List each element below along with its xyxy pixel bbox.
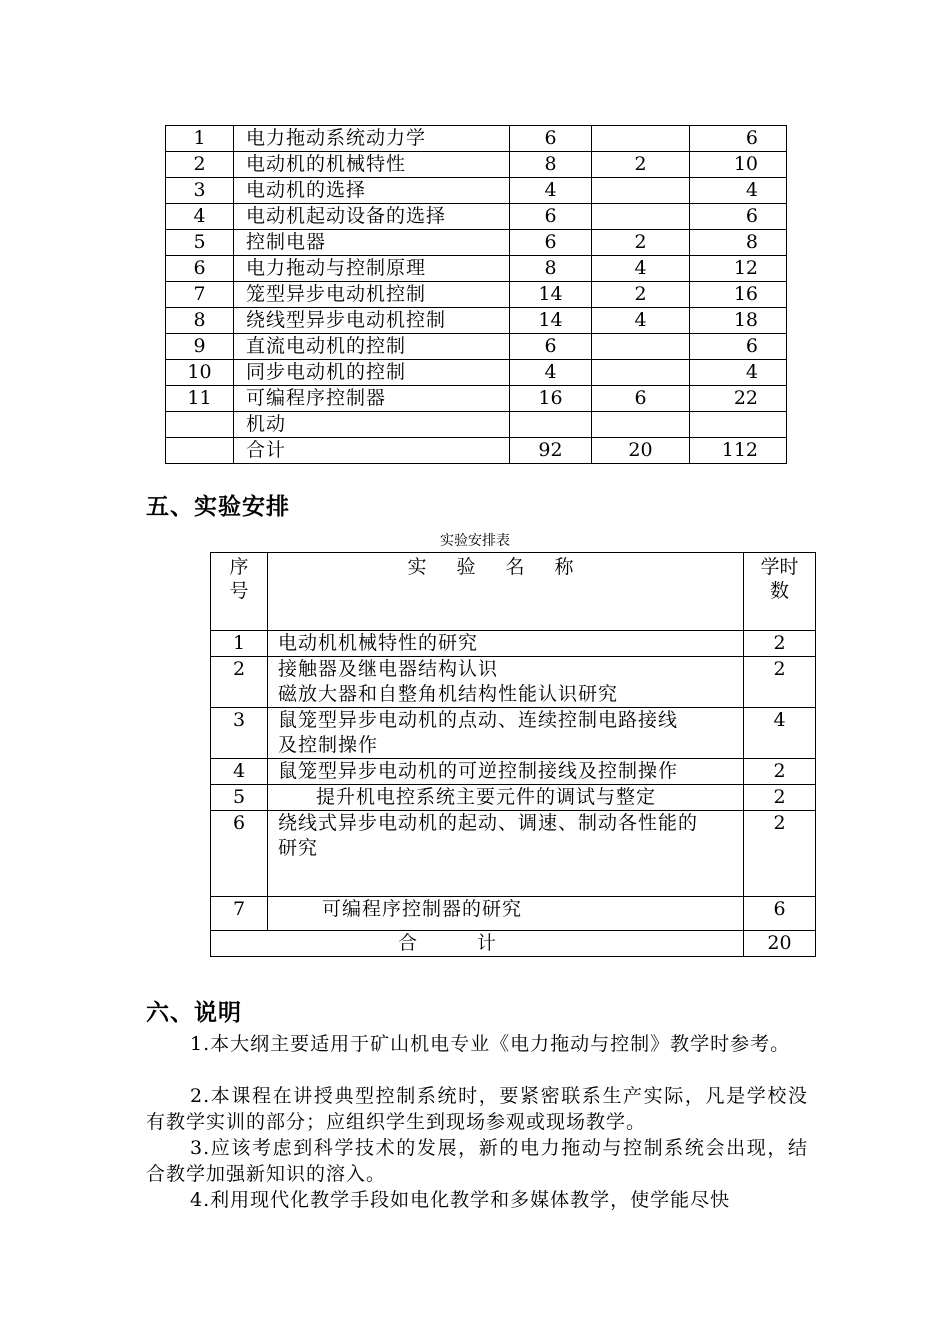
row-hours-b: 2 bbox=[592, 282, 690, 308]
note-text-2: 2.本课程在讲授典型控制系统时，要紧密联系生产实际，凡是学校没有教学实训的部分；应组织学生到现场参观或现场教学。 bbox=[146, 1085, 808, 1133]
row-number: 9 bbox=[166, 334, 234, 360]
header-hours-line1: 学时 bbox=[760, 556, 799, 578]
experiment-hours: 2 bbox=[744, 811, 816, 897]
row-total: 4 bbox=[690, 360, 787, 386]
experiment-name-line: 电动机机械特性的研究 bbox=[278, 632, 479, 654]
row-hours-a: 8 bbox=[510, 152, 592, 178]
experiment-hours: 2 bbox=[744, 785, 816, 811]
row-number: 8 bbox=[166, 308, 234, 334]
experiment-name-line: 可编程序控制器的研究 bbox=[322, 898, 523, 920]
note-text-4: 4.利用现代化教学手段如电化教学和多媒体教学，使学能尽快 bbox=[190, 1189, 731, 1211]
row-hours-a: 92 bbox=[510, 438, 592, 464]
table-row bbox=[166, 230, 787, 256]
table-row bbox=[166, 438, 787, 464]
row-number: 2 bbox=[166, 152, 234, 178]
row-total bbox=[690, 412, 787, 438]
header-no bbox=[211, 553, 268, 631]
row-number: 1 bbox=[166, 126, 234, 152]
note-paragraph-2 bbox=[146, 1083, 808, 1135]
row-hours-a: 6 bbox=[510, 126, 592, 152]
header-no-line1: 序 bbox=[229, 556, 249, 578]
row-number: 5 bbox=[166, 230, 234, 256]
row-hours-b bbox=[592, 412, 690, 438]
row-number: 6 bbox=[166, 256, 234, 282]
row-number bbox=[166, 412, 234, 438]
experiment-hours: 2 bbox=[744, 657, 816, 708]
table-row bbox=[166, 256, 787, 282]
experiment-name bbox=[268, 631, 744, 657]
row-number: 7 bbox=[166, 282, 234, 308]
experiment-hours: 2 bbox=[744, 631, 816, 657]
row-hours-a: 14 bbox=[510, 282, 592, 308]
note-text-3: 3.应该考虑到科学技术的发展，新的电力拖动与控制系统会出现，结合教学加强新知识的溶入。 bbox=[146, 1137, 808, 1185]
table-row bbox=[211, 785, 816, 811]
row-name: 机动 bbox=[234, 412, 510, 438]
table-row bbox=[166, 334, 787, 360]
row-hours-a: 16 bbox=[510, 386, 592, 412]
row-hours-a: 4 bbox=[510, 178, 592, 204]
row-hours-b bbox=[592, 126, 690, 152]
row-hours-b: 2 bbox=[592, 230, 690, 256]
row-hours-b: 20 bbox=[592, 438, 690, 464]
experiment-number: 7 bbox=[211, 897, 268, 931]
row-name: 合计 bbox=[234, 438, 510, 464]
row-name: 电动机的机械特性 bbox=[234, 152, 510, 178]
experiment-number: 6 bbox=[211, 811, 268, 897]
row-total: 6 bbox=[690, 334, 787, 360]
row-hours-a: 6 bbox=[510, 334, 592, 360]
experiment-name-line: 提升机电控系统主要元件的调试与整定 bbox=[316, 786, 657, 808]
table-row bbox=[211, 631, 816, 657]
table-row bbox=[211, 759, 816, 785]
row-hours-a: 6 bbox=[510, 230, 592, 256]
row-number: 3 bbox=[166, 178, 234, 204]
row-hours-b bbox=[592, 360, 690, 386]
table-caption: 实验安排表 bbox=[440, 533, 510, 549]
row-name: 绕线型异步电动机控制 bbox=[234, 308, 510, 334]
header-title: 实验名称 bbox=[268, 553, 744, 631]
table-row bbox=[166, 178, 787, 204]
table-row bbox=[211, 708, 816, 759]
row-name: 可编程序控制器 bbox=[234, 386, 510, 412]
experiment-name-line: 鼠笼型异步电动机的可逆控制接线及控制操作 bbox=[278, 760, 679, 782]
row-hours-b: 4 bbox=[592, 308, 690, 334]
table-row bbox=[166, 360, 787, 386]
row-hours-b bbox=[592, 204, 690, 230]
row-hours-b: 6 bbox=[592, 386, 690, 412]
row-hours-a: 6 bbox=[510, 204, 592, 230]
table-row bbox=[166, 282, 787, 308]
course-hours-table bbox=[165, 125, 787, 464]
experiment-name-line: 鼠笼型异步电动机的点动、连续控制电路接线 bbox=[278, 709, 679, 731]
table-row bbox=[211, 897, 816, 931]
row-name: 电力拖动系统动力学 bbox=[234, 126, 510, 152]
experiment-name bbox=[268, 785, 744, 811]
experiment-number: 2 bbox=[211, 657, 268, 708]
total-row bbox=[211, 931, 816, 957]
section-heading-notes: 六、说明 bbox=[146, 1000, 242, 1026]
experiment-name-line: 及控制操作 bbox=[278, 734, 379, 756]
table-row bbox=[166, 308, 787, 334]
note-paragraph-3 bbox=[146, 1135, 808, 1187]
row-name: 笼型异步电动机控制 bbox=[234, 282, 510, 308]
total-label: 合计 bbox=[211, 931, 744, 957]
row-hours-a: 8 bbox=[510, 256, 592, 282]
experiment-name-line: 接触器及继电器结构认识 bbox=[278, 658, 499, 680]
row-hours-b bbox=[592, 178, 690, 204]
table-row bbox=[166, 204, 787, 230]
note-paragraph-1 bbox=[146, 1031, 808, 1057]
row-total: 12 bbox=[690, 256, 787, 282]
row-hours-b bbox=[592, 334, 690, 360]
row-hours-b: 2 bbox=[592, 152, 690, 178]
row-number bbox=[166, 438, 234, 464]
experiment-name bbox=[268, 708, 744, 759]
row-name: 控制电器 bbox=[234, 230, 510, 256]
row-name: 直流电动机的控制 bbox=[234, 334, 510, 360]
table-row bbox=[166, 412, 787, 438]
experiment-name-line: 磁放大器和自整角机结构性能认识研究 bbox=[278, 683, 619, 705]
experiment-hours: 4 bbox=[744, 708, 816, 759]
table-row bbox=[211, 657, 816, 708]
row-total: 22 bbox=[690, 386, 787, 412]
experiment-hours: 2 bbox=[744, 759, 816, 785]
table-row bbox=[211, 811, 816, 897]
row-number: 4 bbox=[166, 204, 234, 230]
row-total: 18 bbox=[690, 308, 787, 334]
row-hours-a: 14 bbox=[510, 308, 592, 334]
note-text-1: 1.本大纲主要适用于矿山机电专业《电力拖动与控制》教学时参考。 bbox=[190, 1033, 791, 1055]
experiment-number: 1 bbox=[211, 631, 268, 657]
row-total: 4 bbox=[690, 178, 787, 204]
row-total: 112 bbox=[690, 438, 787, 464]
total-hours: 20 bbox=[744, 931, 816, 957]
row-total: 16 bbox=[690, 282, 787, 308]
table-row bbox=[166, 386, 787, 412]
experiment-table bbox=[210, 552, 816, 957]
note-paragraph-4 bbox=[146, 1187, 808, 1213]
row-name: 电力拖动与控制原理 bbox=[234, 256, 510, 282]
table-row bbox=[166, 126, 787, 152]
table-header-row bbox=[211, 553, 816, 631]
row-number: 10 bbox=[166, 360, 234, 386]
experiment-name bbox=[268, 811, 744, 897]
experiment-name bbox=[268, 657, 744, 708]
row-number: 11 bbox=[166, 386, 234, 412]
header-hours bbox=[744, 553, 816, 631]
row-name: 电动机起动设备的选择 bbox=[234, 204, 510, 230]
experiment-name-line: 研究 bbox=[278, 837, 319, 859]
experiment-hours: 6 bbox=[744, 897, 816, 931]
row-total: 8 bbox=[690, 230, 787, 256]
experiment-name bbox=[268, 759, 744, 785]
row-hours-b: 4 bbox=[592, 256, 690, 282]
header-hours-line2: 数 bbox=[769, 580, 789, 602]
row-hours-a: 4 bbox=[510, 360, 592, 386]
table-row bbox=[166, 152, 787, 178]
experiment-number: 3 bbox=[211, 708, 268, 759]
row-hours-a bbox=[510, 412, 592, 438]
section-heading-experiments: 五、实验安排 bbox=[146, 494, 290, 520]
experiment-number: 5 bbox=[211, 785, 268, 811]
row-total: 6 bbox=[690, 204, 787, 230]
row-name: 同步电动机的控制 bbox=[234, 360, 510, 386]
experiment-name-line: 绕线式异步电动机的起动、调速、制动各性能的 bbox=[278, 812, 699, 834]
experiment-number: 4 bbox=[211, 759, 268, 785]
experiment-name bbox=[268, 897, 744, 931]
row-total: 10 bbox=[690, 152, 787, 178]
row-total: 6 bbox=[690, 126, 787, 152]
header-no-line2: 号 bbox=[229, 580, 249, 602]
row-name: 电动机的选择 bbox=[234, 178, 510, 204]
